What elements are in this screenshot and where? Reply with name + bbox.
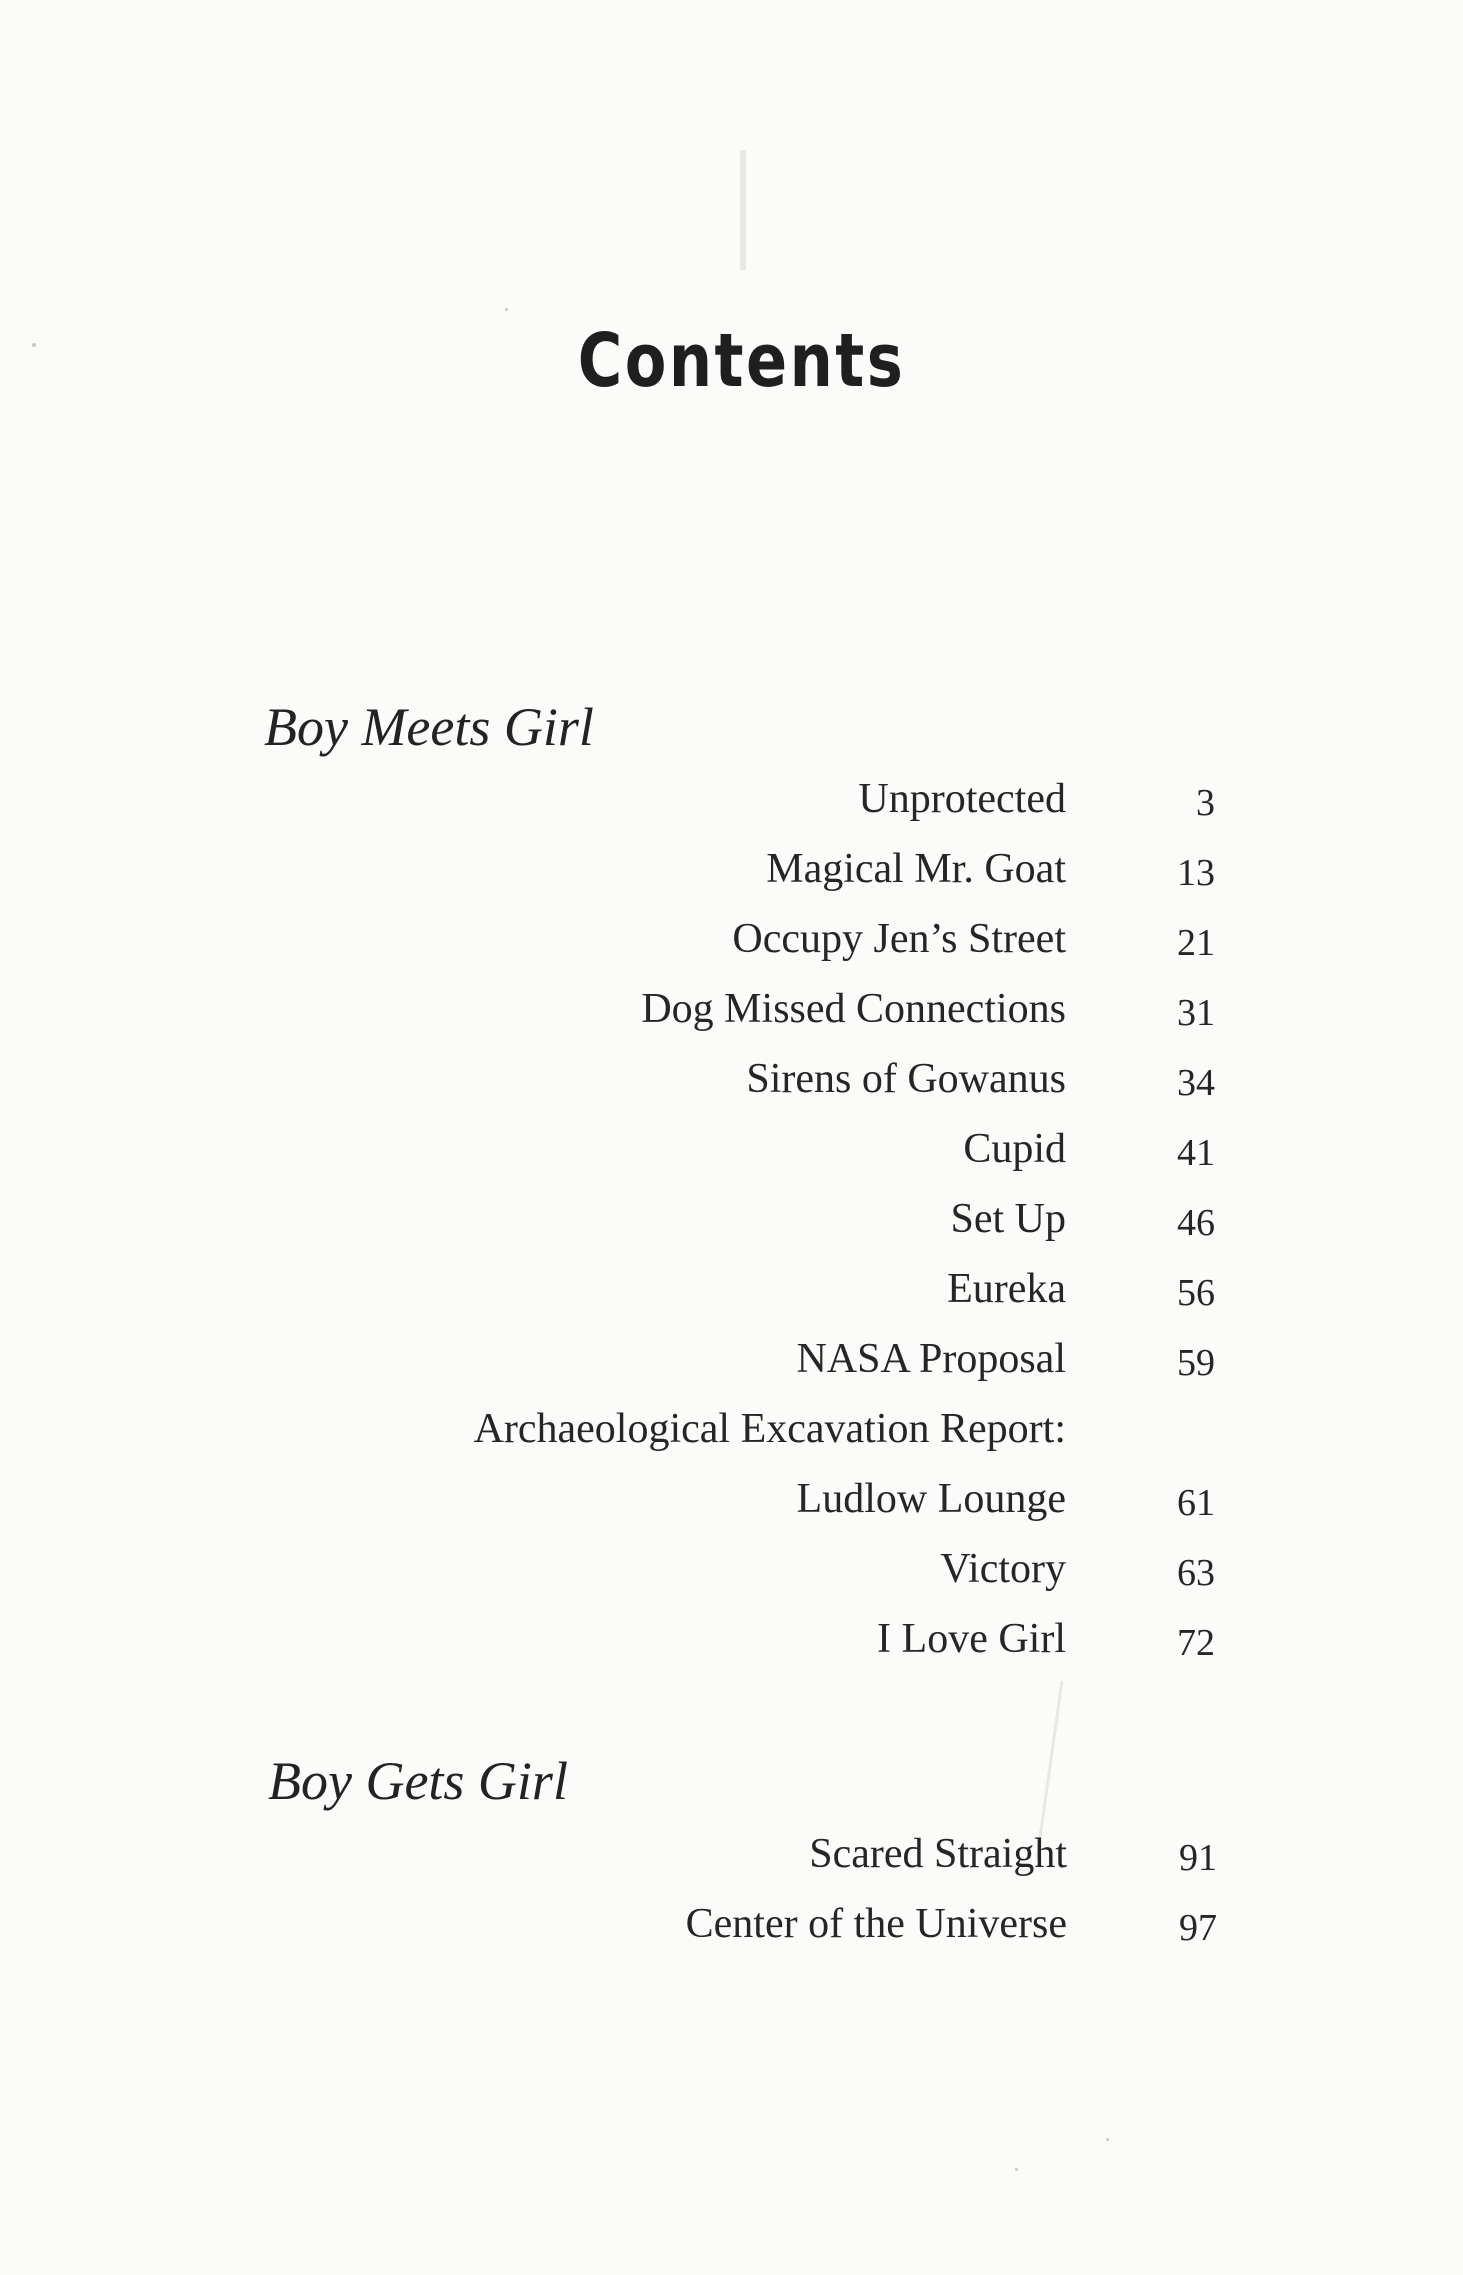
paper-speck: [505, 308, 508, 311]
paper-speck: [1106, 2138, 1109, 2141]
toc-entry: [0, 1545, 1463, 1615]
toc-entry-title: Ludlow Lounge: [796, 1476, 1066, 1522]
toc-entry-title: Center of the Universe: [685, 1901, 1067, 1947]
toc-entry: [0, 915, 1463, 985]
toc-entry: [0, 775, 1463, 845]
paper-speck: [32, 343, 36, 347]
toc-entry-title: I Love Girl: [877, 1616, 1066, 1662]
toc-entry: [0, 1335, 1463, 1405]
toc-entry: [0, 1265, 1463, 1335]
toc-entry: [0, 1195, 1463, 1265]
toc-entry-title: Unprotected: [858, 776, 1066, 822]
toc-entry-page: 34: [1177, 1062, 1215, 1104]
paper-speck: [1015, 2168, 1018, 2171]
toc-entry: [0, 1125, 1463, 1195]
toc-entry: [0, 1830, 1463, 1900]
toc-entry-page: 91: [1179, 1837, 1217, 1879]
toc-entry-title: Sirens of Gowanus: [746, 1056, 1066, 1102]
paper-streak: [740, 150, 746, 270]
section-title-boy-meets-girl: Boy Meets Girl: [264, 697, 594, 757]
toc-entry-title: Cupid: [963, 1126, 1066, 1172]
toc-entry-page: 41: [1177, 1132, 1215, 1174]
toc-entry-page: 59: [1177, 1342, 1215, 1384]
toc-entry-page: 97: [1179, 1907, 1217, 1949]
section-title-boy-gets-girl: Boy Gets Girl: [268, 1751, 568, 1811]
toc-entry-title: Set Up: [950, 1196, 1066, 1242]
toc-entry: [0, 1615, 1463, 1685]
toc-entry-title: Dog Missed Connections: [641, 986, 1066, 1032]
toc-entry-title: NASA Proposal: [796, 1336, 1066, 1382]
toc-entry-page: 72: [1177, 1622, 1215, 1664]
toc-entry-title: Magical Mr. Goat: [766, 846, 1066, 892]
toc-entry: [0, 985, 1463, 1055]
toc-entry-page: 61: [1177, 1482, 1215, 1524]
toc-entry: [0, 1055, 1463, 1125]
toc-entry-page: 56: [1177, 1272, 1215, 1314]
toc-entry: [0, 845, 1463, 915]
toc-entry: [0, 1405, 1463, 1475]
toc-entry-page: 31: [1177, 992, 1215, 1034]
toc-entry-page: 21: [1177, 922, 1215, 964]
toc-entry: [0, 1900, 1463, 1970]
toc-entry-page: 3: [1196, 782, 1215, 824]
page-title: Contents: [577, 318, 906, 404]
toc-entry-page: 13: [1177, 852, 1215, 894]
toc-entry-title: Occupy Jen’s Street: [732, 916, 1066, 962]
toc-entry-page: 46: [1177, 1202, 1215, 1244]
toc-entry-title: Scared Straight: [809, 1831, 1067, 1877]
toc-entry-title: Eureka: [947, 1266, 1066, 1312]
toc-entry-page: 63: [1177, 1552, 1215, 1594]
toc-entry-title: Archaeological Excavation Report:: [473, 1406, 1066, 1452]
toc-entry: [0, 1475, 1463, 1545]
toc-entry-title: Victory: [940, 1546, 1066, 1592]
